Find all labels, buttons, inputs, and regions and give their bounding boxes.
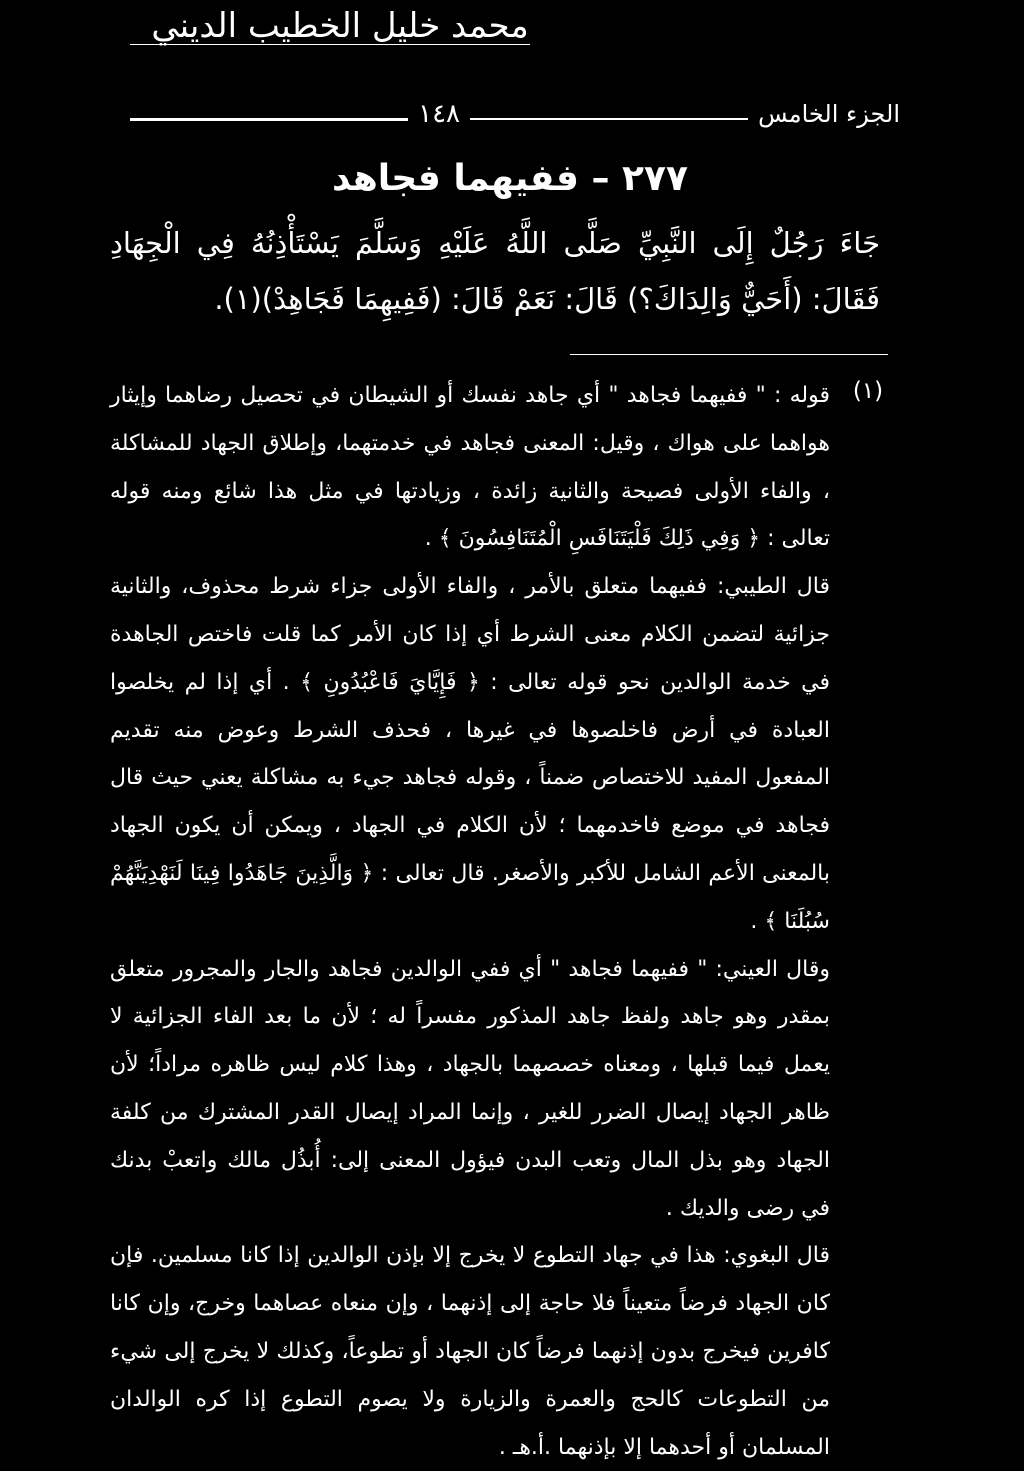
footnote-paragraph: قال البغوي: هذا في جهاد التطوع لا يخرج إلا بإذن الوالدين إذا كانا مسلمين. فإن كان الجهاد فرضاً متعيناً فلا حاجة إلى إذنهما ، وإن منعاه عصاهما وخرج، وإن كانا كافرين فيخرج بدون إذنهما فرضاً كان الجهاد أو تطوعاً، وكذلك لا يخرج إلى شيء من التطوعات كالحج والعمرة والزيارة ولا يصوم التطوع إذا كره الوالدان المسلمان أو أحدهما إلا بإذنهما .أ.هـ . — [110, 1243, 830, 1460]
footnote-paragraph: قوله : " ففيهما فجاهد " أي جاهد نفسك أو الشيطان في تحصيل رضاهما وإيثار هواهما على هواك ، وقيل: المعنى فجاهد في خدمتهما، وإطلاق الجهاد للمشاكلة ، والفاء الأولى فصيحة والثانية زائدة ، وزيادتها في مثل هذا شائع ومنه قوله تعالى : ﴿ وَفِي ذَلِكَ فَلْيَتَنَافَسِ الْمُتَنَافِسُونَ ﴾ . — [110, 383, 830, 552]
footnote-paragraph: وقال العيني: " ففيهما فجاهد " أي ففي الوالدين فجاهد والجار والمجرور متعلق بمقدر وهو جاهد ولفظ جاهد المذكور مفسراً له ؛ لأن ما بعد الفاء الجزائية لا يعمل فيما قبلها ، ومعناه خصصهما بالجهاد ، وهذا كلام ليس ظاهره مراداً؛ لأن ظاهر الجهاد إيصال الضرر للغير ، وإنما المراد إيصال القدر المشترك من كلفة الجهاد وهو بذل المال وتعب البدن فيؤول المعنى إلى: أُبذُل مالك واتعبْ بدنك في رضى والديك . — [110, 956, 830, 1221]
header-rule-left — [130, 118, 408, 121]
footnote-separator — [570, 354, 888, 355]
running-header — [120, 96, 900, 132]
page-number: ١٤٨ — [418, 99, 461, 129]
footnote-paragraph: قال الطيبي: ففيهما متعلق بالأمر ، والفاء الأولى جزاء شرط محذوف، والثانية جزائية لتضمن الكلام معنى الشرط أي إذا كان الأمر كما قلت فاختص الجاهدة في خدمة الوالدين نحو قوله تعالى : ﴿ فَإِيَّايَ فَاعْبُدُونِ ﴾ . أي إذا لم يخلصوا العبادة في أرض فاخلصوها في غيرها ، فحذف الشرط وعوض منه تقديم المفعول المفيد للاختصاص ضمناً ، وقوله فجاهد جيء به مشاكلة يعني حيث قال فجاهد في موضع فاخدمهما ؛ لأن الكلام في الجهاد ، ويمكن أن يكون الجهاد بالمعنى الأعم الشامل للأكبر والأصغر. قال تعالى : ﴿ وَالَّذِينَ جَاهَدُوا فِينَا لَنَهْدِيَنَّهُمْ سُبُلَنَا ﴾ . — [110, 574, 830, 934]
volume-label: الجزء الخامس — [758, 100, 900, 128]
author-underline — [130, 44, 530, 45]
footnote-body — [110, 372, 830, 1471]
author-name: محمد خليل الخطيب الديني — [151, 6, 529, 46]
header-rule-right — [470, 118, 748, 120]
footnote-marker: (١) — [852, 378, 884, 404]
hadith-text: جَاءَ رَجُلٌ إِلَى النَّبِيِّ صَلَّى اللَّهُ عَلَيْهِ وَسَلَّمَ يَسْتَأْذِنُهُ فِي الْجِهَادِ فَقَالَ: (أَحَيٌّ وَالِدَاكَ؟) قَالَ: نَعَمْ قَالَ: (فَفِيهِمَا فَجَاهِدْ)(١). — [110, 226, 880, 316]
hadith-heading: ٢٧٧ – ففيهما فجاهد — [332, 158, 688, 199]
